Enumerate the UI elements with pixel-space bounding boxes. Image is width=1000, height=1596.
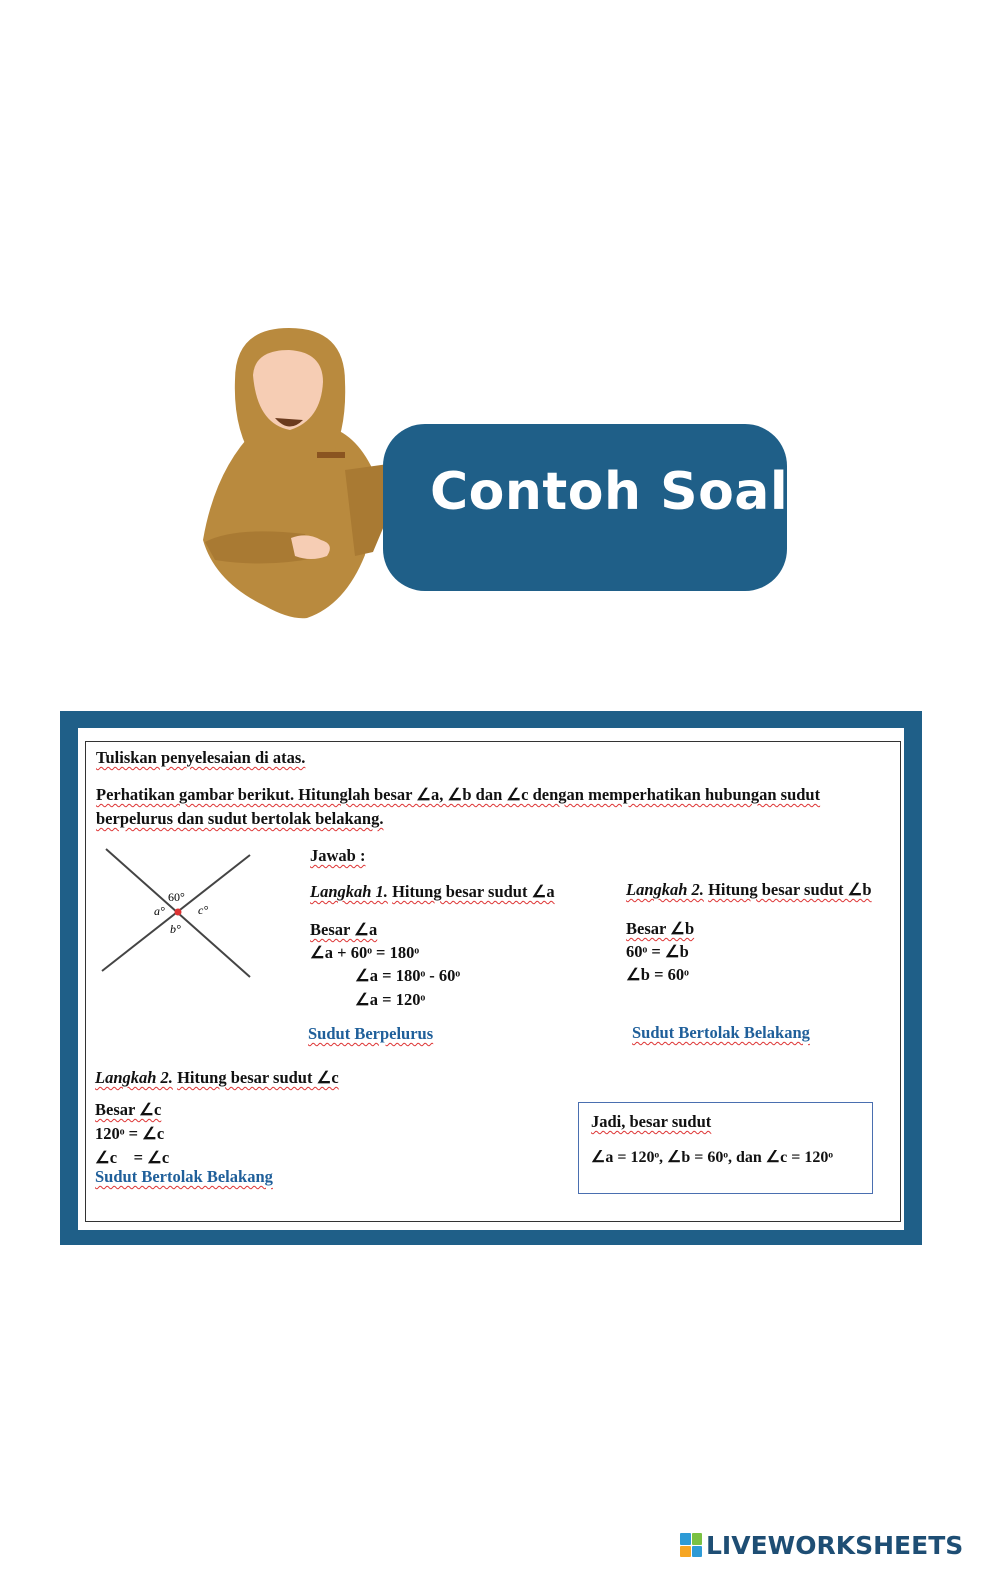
question-line-2: berpelurus dan sudut bertolak belakang. bbox=[96, 809, 384, 828]
step2c-title-em: Langkah 2. bbox=[95, 1068, 173, 1087]
step1-line-3: ∠a = 180ᵒ - 60ᵒ bbox=[355, 966, 461, 985]
conclusion-line-1: Jadi, besar sudut bbox=[591, 1112, 712, 1131]
label-60: 60° bbox=[168, 890, 185, 904]
step1-title bbox=[310, 882, 555, 902]
step1-line-1: Besar ∠a bbox=[310, 920, 378, 939]
step2c-line-2: 120ᵒ = ∠c bbox=[95, 1124, 165, 1143]
label-c: c° bbox=[198, 903, 209, 917]
label-b: b° bbox=[170, 922, 181, 936]
step2b-note: Sudut Bertolak Belakang bbox=[632, 1023, 810, 1042]
step1-line-4: ∠a = 120ᵒ bbox=[355, 990, 426, 1009]
jawab-label: Jawab : bbox=[310, 846, 366, 865]
step2b-line-1: Besar ∠b bbox=[626, 919, 695, 938]
intersecting-lines-diagram bbox=[98, 845, 258, 980]
question-line-1: Perhatikan gambar berikut. Hitunglah besar ∠a, ∠b dan ∠c dengan memperhatikan hubungan sudut bbox=[96, 785, 821, 804]
step2b-title-text: Hitung besar sudut ∠b bbox=[708, 880, 872, 899]
step2b-line-2: 60ᵒ = ∠b bbox=[626, 942, 689, 961]
liveworksheets-logo-text: LIVEWORKSHEETS bbox=[706, 1530, 964, 1560]
step1-line-2: ∠a + 60ᵒ = 180ᵒ bbox=[310, 943, 420, 962]
step2c-title-text: Hitung besar sudut ∠c bbox=[177, 1068, 339, 1087]
liveworksheets-logo-icon bbox=[680, 1533, 702, 1557]
step2b-line-3: ∠b = 60ᵒ bbox=[626, 965, 689, 984]
step2c-line-3: ∠c = ∠c bbox=[95, 1148, 170, 1167]
conclusion-line-2: ∠a = 120ᵒ, ∠b = 60ᵒ, dan ∠c = 120ᵒ bbox=[591, 1149, 833, 1166]
step2b-title bbox=[626, 880, 872, 900]
instruction-text: Tuliskan penyelesaian di atas. bbox=[96, 748, 306, 767]
step2c-line-1: Besar ∠c bbox=[95, 1100, 162, 1119]
step1-title-em: Langkah 1. bbox=[310, 882, 388, 901]
liveworksheets-logo bbox=[680, 1530, 963, 1560]
step2c-note: Sudut Bertolak Belakang bbox=[95, 1167, 273, 1186]
step1-title-text: Hitung besar sudut ∠a bbox=[392, 882, 555, 901]
intersection-point bbox=[175, 909, 182, 916]
step2b-title-em: Langkah 2. bbox=[626, 880, 704, 899]
banner-title: Contoh Soal bbox=[430, 462, 789, 522]
step1-note: Sudut Berpelurus bbox=[308, 1024, 434, 1043]
step2c-title bbox=[95, 1068, 339, 1088]
label-a: a° bbox=[154, 904, 165, 918]
